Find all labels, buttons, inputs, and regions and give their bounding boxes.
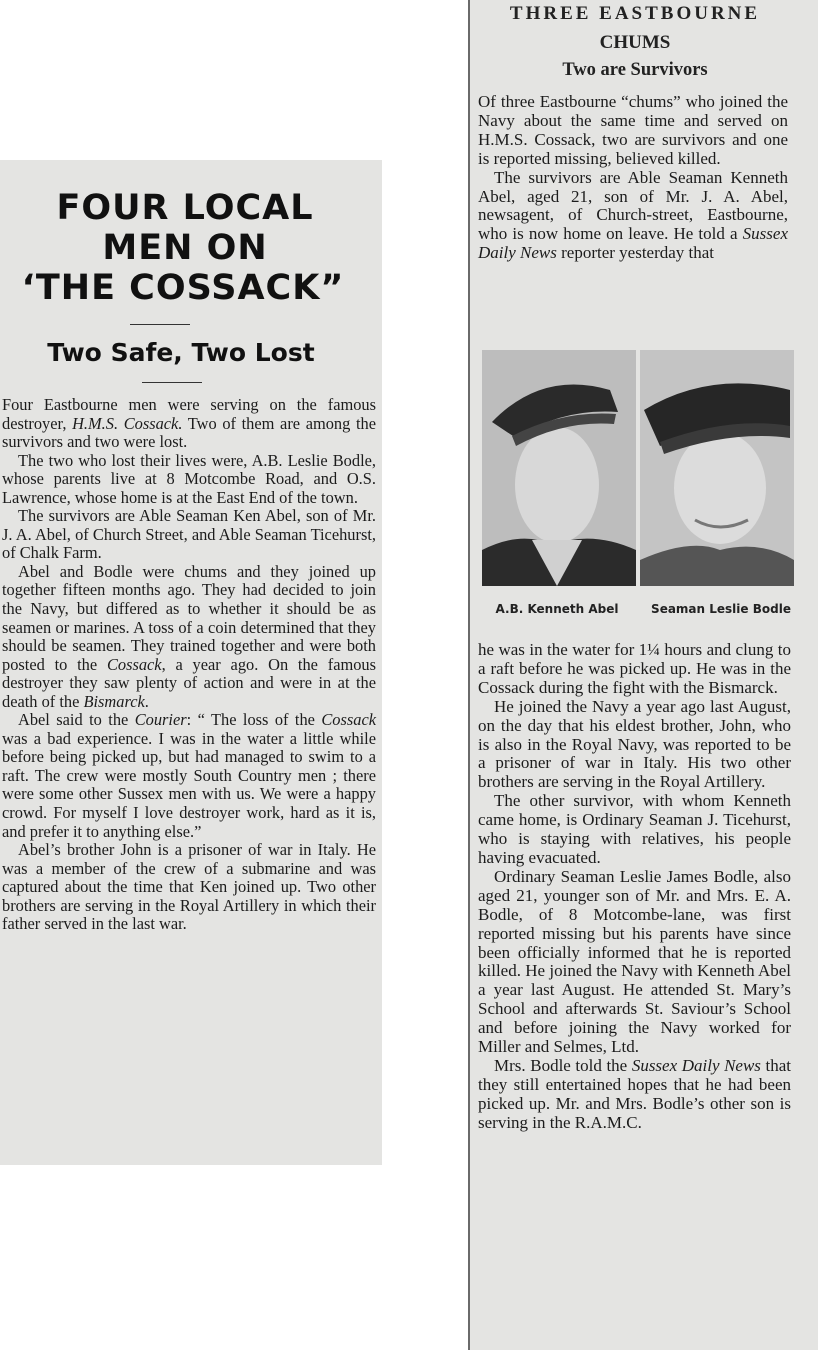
right-headline-line-2: CHUMS [599, 32, 671, 53]
paragraph-text: The two who lost their lives were, A.B. Leslie Bodle, whose parents live at 8 Motcombe Road, and O.S. Lawrence, whose home is at the East End of the town. [2, 450, 376, 507]
headline-line-2: MEN ON [102, 228, 268, 268]
article-paragraph [478, 641, 791, 698]
sailor-portrait-2 [640, 350, 794, 586]
article-paragraph [478, 698, 791, 793]
article-paragraph [478, 93, 788, 169]
paragraph-text: , a year ago. On the famous destroyer they saw plenty of action and were in at the death of the [2, 654, 376, 711]
article-paragraph [2, 841, 376, 934]
paragraph-text: Abel said to the [18, 710, 135, 730]
paragraph-text: The survivors are Able Seaman Kenneth Abel, aged 21, son of Mr. J. A. Abel, newsagent, of Church-street, Eastbourne, who is now home on leave. He told a [478, 167, 788, 244]
right-article-body-top [478, 93, 788, 263]
article-paragraph [478, 792, 791, 868]
paragraph-text: Mrs. Bodle told the [494, 1055, 632, 1075]
headline-line-1: FOUR LOCAL [56, 188, 314, 228]
left-article-body [2, 396, 376, 934]
paragraph-text: Four Eastbourne men were serving on the famous destroyer, [2, 395, 376, 433]
paragraph-text: Bismarck [83, 691, 145, 711]
paragraph-text: Ordinary Seaman Leslie James Bodle, also aged 21, younger son of Mr. and Mrs. E. A. Bodle, of 8 Motcombe-lane, was first reported missing but his parents have since been officially informed that he is reported killed. He joined the Navy with Kenneth Abel a year last August. He attended St. Mary’s School and afterwards St. Saviour’s School and before joining the Navy worked for Miller and Selmes, Ltd. [478, 866, 791, 1057]
paragraph-text: Abel’s brother John is a prisoner of war in Italy. He was a member of the crew of a submarine and was captured about the time that Ken joined up. Two other brothers are serving in the Royal Artillery in which their father served in the last war. [2, 840, 376, 934]
paragraph-text: He joined the Navy a year ago last August, on the day that his eldest brother, John, who is also in the Royal Navy, was reported to be a prisoner of war in Italy. His two other brothers are serving in the Royal Artillery. [478, 696, 791, 792]
paragraph-text: . [144, 691, 149, 711]
paragraph-text: reporter yesterday that [556, 243, 715, 263]
article-paragraph [2, 711, 376, 841]
right-newspaper-clipping [468, 0, 818, 1350]
headline-rule-bottom [142, 382, 202, 383]
caption-leslie-bodle: Seaman Leslie Bodle [651, 602, 791, 616]
paragraph-text: The other survivor, with whom Kenneth came home, is Ordinary Seaman J. Ticehurst, who is staying with relatives, his people having evacuated. [478, 791, 791, 867]
article-paragraph [2, 452, 376, 508]
paragraph-text: that they still entertained hopes that he had been picked up. Mr. and Mrs. Bodle’s other son is serving in the R.A.M.C. [478, 1055, 791, 1132]
sailor-portrait-1 [482, 350, 636, 586]
photo-leslie-bodle [640, 350, 794, 586]
paragraph-text: Two of them are among the survivors and two were lost. [2, 413, 376, 452]
article-paragraph [478, 868, 791, 1057]
left-subheadline: Two Safe, Two Lost [47, 338, 315, 367]
article-paragraph [478, 169, 788, 264]
article-paragraph [2, 563, 376, 711]
article-paragraph [478, 1057, 791, 1133]
right-article-body-bottom [478, 641, 791, 1133]
left-newspaper-clipping [0, 160, 382, 1165]
article-paragraph [2, 507, 376, 563]
right-headline-line-1: THREE EASTBOURNE [509, 3, 761, 24]
paragraph-text: he was in the water for 1¼ hours and clung to a raft before he was picked up. He was in the Cossack during the fight with the Bismarck. [478, 640, 791, 697]
paragraph-text: Cossack [321, 710, 376, 730]
paragraph-text: H.M.S. Cossack. [72, 413, 183, 433]
article-paragraph [2, 396, 376, 452]
paragraph-text: Courier [134, 710, 187, 730]
paragraph-text: Sussex Daily News [631, 1055, 761, 1075]
photo-kenneth-abel [482, 350, 636, 586]
paragraph-text: Of three Eastbourne “chums” who joined the Navy about the same time and served on H.M.S. Cossack, two are survivors and one is reported missing, believed killed. [478, 92, 788, 168]
headline-rule-top [130, 324, 190, 325]
caption-kenneth-abel: A.B. Kenneth Abel [495, 602, 619, 616]
paragraph-text: was a bad experience. I was in the water a little while before being picked up, but had managed to swim to a raft. The crew were mostly South Country men ; there were some other Sussex men with us. We were a happy crowd. For myself I love destroyer work, hard as it is, and prefer it to anything else.” [2, 728, 376, 841]
paragraph-text: Abel and Bodle were chums and they joined up together fifteen months ago. They had decided to join the Navy, but differed as to whether it should be as seamen or marines. A toss of a coin determined that they should be seamen. They trained together and were both posted to the [2, 561, 376, 674]
paragraph-text: Sussex Daily News [478, 224, 788, 263]
left-headline [0, 188, 370, 308]
paragraph-text: The survivors are Able Seaman Ken Abel, son of Mr. J. A. Abel, of Church Street, and Able Seaman Ticehurst, of Chalk Farm. [2, 506, 376, 563]
paragraph-text: : “ The loss of the [186, 710, 322, 730]
headline-line-3: ‘THE COSSACK” [21, 268, 345, 308]
paragraph-text: Cossack [106, 654, 162, 674]
right-subheadline: Two are Survivors [562, 60, 708, 80]
